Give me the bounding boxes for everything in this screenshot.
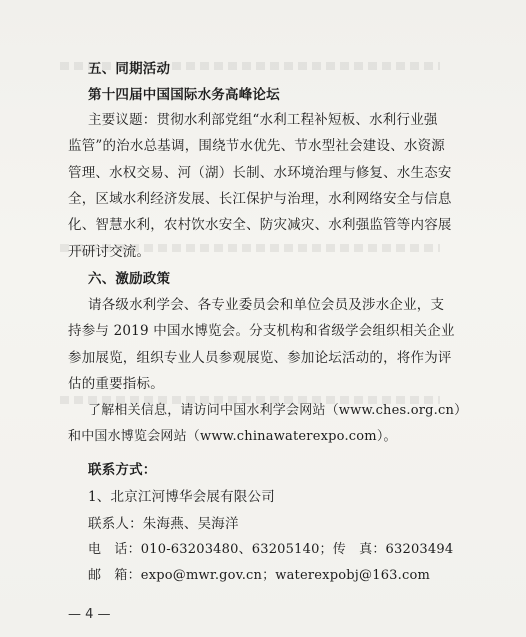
section6-body-line: 请各级水利学会、各专业委员会和单位会员及涉水企业，支 xyxy=(88,297,445,313)
contact-email: 邮 箱：expo@mwr.gov.cn；waterexpobj@163.com xyxy=(88,568,430,583)
section6-body-line: 估的重要指标。 xyxy=(68,376,164,392)
contact-company: 1、北京江河博华会展有限公司 xyxy=(88,489,275,505)
section6-body-line: 参加展览，组织专业人员参观展览、参加论坛活动的，将作为评 xyxy=(68,350,452,366)
section5-body-line: 管理、水权交易、河（湖）长制、水环境治理与修复、水生态安 xyxy=(68,165,452,181)
section5-body-line: 监管”的治水总基调，围绕节水优先、节水型社会建设、水资源 xyxy=(68,138,446,154)
section5-heading: 五、同期活动 xyxy=(88,61,171,77)
info-line: 了解相关信息，请访问中国水利学会网站（www.ches.org.cn） xyxy=(88,403,468,418)
section5-body-line: 化、智慧水利，农村饮水安全、防灾减灾、水利强监管等内容展 xyxy=(68,217,452,233)
info-line: 和中国水博览会网站（www.chinawaterexpo.com）。 xyxy=(68,429,397,444)
section5-body-line: 开研讨交流。 xyxy=(68,244,151,260)
section6-body-line: 持参与 2019 中国水博览会。分支机构和省级学会组织相关企业 xyxy=(68,323,455,339)
section6-heading: 六、激励政策 xyxy=(88,271,171,287)
page-number: — 4 — xyxy=(68,607,111,622)
section5-body-line: 主要议题：贯彻水利部党组“水利工程补短板、水利行业强 xyxy=(88,112,438,128)
contact-person: 联系人：朱海燕、吴海洋 xyxy=(88,516,239,532)
section5-body-line: 全，区域水利经济发展、长江保护与治理，水利网络安全与信息 xyxy=(68,191,452,207)
forum-title: 第十四届中国国际水务高峰论坛 xyxy=(88,87,280,103)
contact-heading: 联系方式： xyxy=(88,462,157,478)
contact-phone: 电 话：010-63203480、63205140；传 真：63203494 xyxy=(88,542,454,557)
